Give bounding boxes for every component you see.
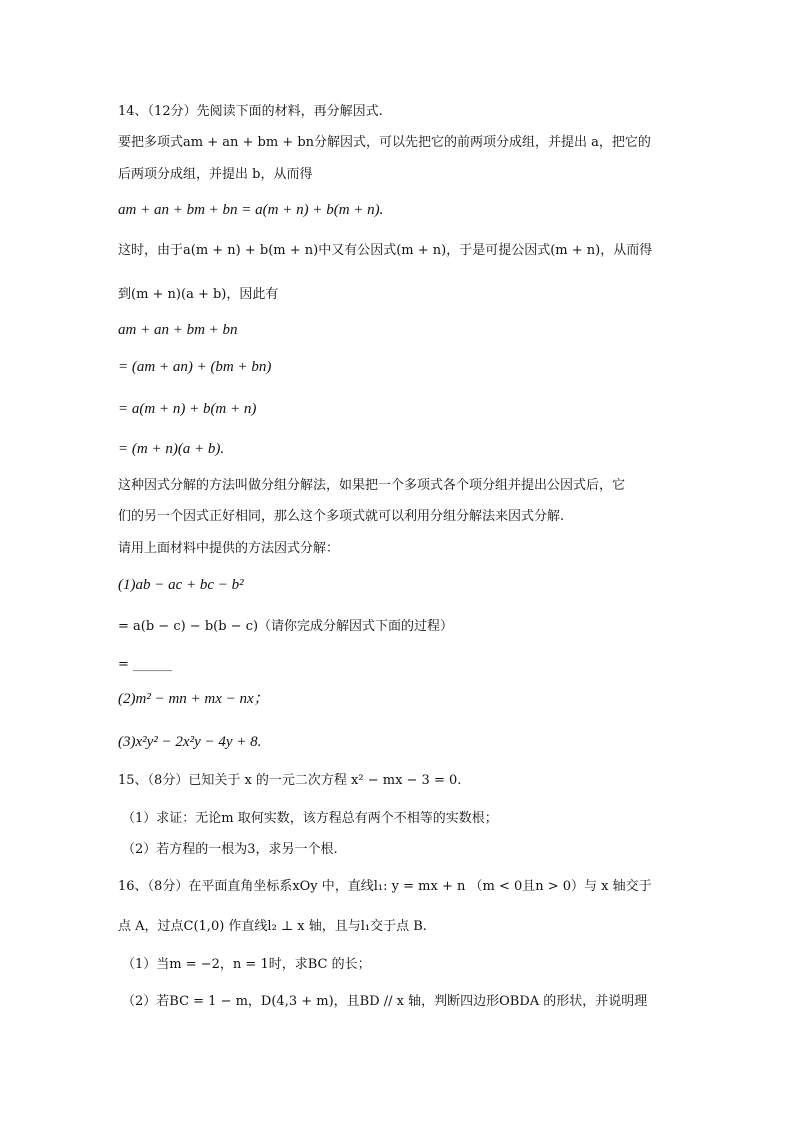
q16-part-2: （2）若BC = 1 − m，D(4,3 + m)，且BD // x 轴，判断四边形OBDA 的形状，并说明理: [122, 994, 648, 1009]
q14-method-line-1: 这种因式分解的方法叫做分组分解法，如果把一个多项式各个项分组并提出公因式后，它: [118, 478, 626, 493]
q16-heading: 16、（8分）在平面直角坐标系xOy 中，直线l₁: y = mx + n （m < 0且n > 0）与 x 轴交于: [118, 879, 652, 894]
q15-heading: 15、（8分）已知关于 x 的一元二次方程 x² − mx − 3 = 0.: [118, 773, 462, 788]
q15-part-1: （1）求证：无论m 取何实数，该方程总有两个不相等的实数根；: [122, 811, 498, 826]
q14-part-3: (3)x²y² − 2x²y − 4y + 8.: [118, 734, 262, 750]
q14-part-2: (2)m² − mn + mx − nx；: [118, 691, 269, 707]
q14-task-instruction: 请用上面材料中提供的方法因式分解：: [118, 541, 340, 556]
q14-part-1: (1)ab − ac + bc − b²: [118, 577, 244, 593]
q14-material-line-4: 到(m + n)(a + b)，因此有: [118, 287, 279, 302]
q14-equation-1: am + an + bm + bn = a(m + n) + b(m + n).: [118, 202, 384, 218]
q16-line-2: 点 A，过点C(1,0) 作直线l₂ ⊥ x 轴，且与l₁交于点 B.: [118, 919, 427, 934]
q14-material-line-2: 后两项分成组，并提出 b，从而得: [118, 167, 313, 182]
q14-part-1-hint: = a(b − c) − b(b − c)（请你完成分解因式下面的过程）: [118, 619, 454, 634]
q14-material-line-1: 要把多项式am + an + bm + bn分解因式，可以先把它的前两项分成组，并提出 a，把它的: [118, 135, 651, 150]
q14-step-2: = (am + an) + (bm + bn): [118, 359, 272, 375]
q16-part-1: （1）当m = −2，n = 1时，求BC 的长；: [122, 957, 371, 972]
q14-method-line-2: 们的另一个因式正好相同，那么这个多项式就可以利用分组分解法来因式分解.: [118, 509, 565, 524]
q14-part-1-answer-blank: = ______: [118, 657, 173, 672]
q14-step-4: = (m + n)(a + b).: [118, 441, 225, 457]
q14-material-line-3: 这时，由于a(m + n) + b(m + n)中又有公因式(m + n)，于是可提公因式(m + n)，从而得: [118, 243, 653, 258]
q14-step-1: am + an + bm + bn: [118, 322, 238, 338]
q14-heading: 14、（12分）先阅读下面的材料，再分解因式.: [118, 104, 383, 119]
q14-step-3: = a(m + n) + b(m + n): [118, 401, 257, 417]
q15-part-2: （2）若方程的一根为3，求另一个根.: [122, 842, 338, 857]
